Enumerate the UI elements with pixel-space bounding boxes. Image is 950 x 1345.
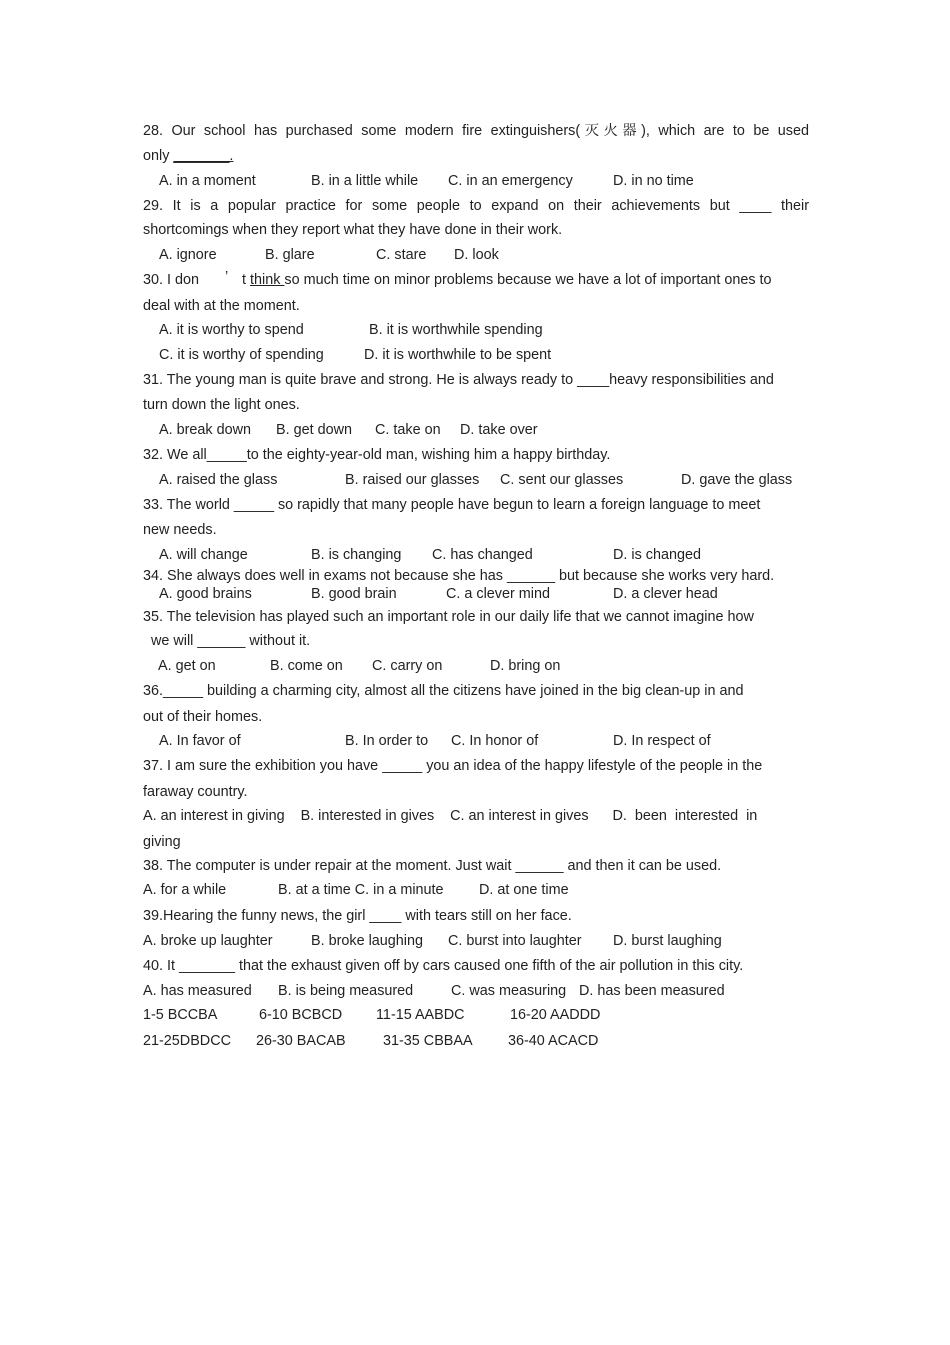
answer-key-1-5: 1-5 BCCBA	[143, 1007, 218, 1023]
answer-key-16-20: 16-20 AADDD	[510, 1007, 601, 1023]
question-36-option-a: A. In favor of	[159, 733, 241, 749]
question-28-option-d: D. in no time	[613, 173, 694, 189]
question-38-option-a: A. for a while	[143, 882, 227, 898]
question-29-option-d: D. look	[454, 247, 499, 263]
question-40-text: 40. It _______ that the exhaust given off by cars caused one fifth of the air pollution in this city.	[143, 958, 744, 974]
question-29-option-a: A. ignore	[159, 247, 217, 263]
question-30-text-cont: deal with at the moment.	[143, 298, 300, 314]
question-28-blank: _______.	[173, 148, 234, 164]
question-37-options-cont: giving	[143, 834, 181, 850]
question-33-option-c: C. has changed	[432, 547, 533, 563]
question-40-option-a: A. has measured	[143, 983, 252, 999]
question-30-option-d: D. it is worthwhile to be spent	[364, 347, 552, 363]
question-37-text: 37. I am sure the exhibition you have _____ you an idea of the happy lifestyle of the people in the	[143, 758, 763, 774]
question-35-option-a: A. get on	[158, 658, 216, 674]
question-30-t: t	[242, 272, 250, 288]
question-30-option-a: A. it is worthy to spend	[159, 322, 304, 338]
answer-key-6-10: 6-10 BCBCD	[259, 1007, 343, 1023]
question-30-text-main	[242, 271, 772, 289]
question-38-option-d: D. at one time	[479, 882, 569, 898]
question-39-text: 39.Hearing the funny news, the girl ____ with tears still on her face.	[143, 908, 572, 924]
question-38-option-b-c: B. at a time C. in a minute	[278, 882, 444, 898]
question-34-option-d: D. a clever head	[613, 586, 718, 602]
question-30-apostrophe: ’	[225, 269, 229, 285]
question-34-option-c: C. a clever mind	[446, 586, 550, 602]
question-35-option-b: B. come on	[270, 658, 343, 674]
answer-key-31-35: 31-35 CBBAA	[383, 1033, 473, 1049]
question-40-option-d: D. has been measured	[579, 983, 725, 999]
question-35-option-d: D. bring on	[490, 658, 561, 674]
question-31-option-b: B. get down	[276, 422, 353, 438]
question-35-text-cont: we will ______ without it.	[151, 633, 311, 649]
question-31-option-c: C. take on	[375, 422, 441, 438]
question-35-option-c: C. carry on	[372, 658, 443, 674]
question-34-option-b: B. good brain	[311, 586, 397, 602]
question-28-option-a: A. in a moment	[159, 173, 256, 189]
question-31-text-cont: turn down the light ones.	[143, 397, 300, 413]
question-30-rest: so much time on minor problems because we have a lot of important ones to	[284, 272, 772, 288]
question-30-think: think	[250, 272, 285, 288]
question-31-option-a: A. break down	[159, 422, 251, 438]
question-33-text: 33. The world _____ so rapidly that many people have begun to learn a foreign language to meet	[143, 497, 761, 513]
question-36-text-cont: out of their homes.	[143, 709, 263, 725]
question-38-text: 38. The computer is under repair at the moment. Just wait ______ and then it can be used.	[143, 858, 722, 874]
question-28-option-b: B. in a little while	[311, 173, 419, 189]
question-40-option-b: B. is being measured	[278, 983, 414, 999]
question-39-option-a: A. broke up laughter	[143, 933, 273, 949]
question-30-option-c: C. it is worthy of spending	[159, 347, 324, 363]
answer-key-36-40: 36-40 ACACD	[508, 1033, 599, 1049]
question-33-text-cont: new needs.	[143, 522, 217, 538]
question-30-text-start: 30. I don	[143, 272, 200, 288]
question-29-option-c: C. stare	[376, 247, 427, 263]
question-32-text: 32. We all_____to the eighty-year-old man, wishing him a happy birthday.	[143, 447, 611, 463]
question-36-option-b: B. In order to	[345, 733, 429, 749]
question-28-option-c: C. in an emergency	[448, 173, 573, 189]
question-40-option-c: C. was measuring	[451, 983, 567, 999]
question-31-option-d: D. take over	[460, 422, 538, 438]
question-32-option-b: B. raised our glasses	[345, 472, 480, 488]
question-34-option-a: A. good brains	[159, 586, 252, 602]
answer-key-26-30: 26-30 BACAB	[256, 1033, 346, 1049]
question-29-option-b: B. glare	[265, 247, 315, 263]
answer-key-11-15: 11-15 AABDC	[376, 1007, 465, 1023]
question-32-option-d: D. gave the glass	[681, 472, 793, 488]
question-29-text: 29. It is a popular practice for some people to expand on their achievements but ____ their	[143, 198, 809, 214]
question-28-text: 28. Our school has purchased some modern fire extinguishers(灭火器), which are to be used	[143, 123, 809, 139]
question-30-option-b: B. it is worthwhile spending	[369, 322, 543, 338]
question-29-text-cont: shortcomings when they report what they have done in their work.	[143, 222, 563, 238]
question-28-text-cont	[143, 147, 809, 165]
question-39-option-c: C. burst into laughter	[448, 933, 582, 949]
question-39-option-b: B. broke laughing	[311, 933, 424, 949]
question-32-option-a: A. raised the glass	[159, 472, 278, 488]
question-36-option-d: D. In respect of	[613, 733, 711, 749]
answer-key-21-25: 21-25DBDCC	[143, 1033, 231, 1049]
question-33-option-d: D. is changed	[613, 547, 701, 563]
question-28-only: only	[143, 148, 174, 164]
question-32-option-c: C. sent our glasses	[500, 472, 624, 488]
question-31-text: 31. The young man is quite brave and strong. He is always ready to ____heavy responsibilities and	[143, 372, 774, 388]
question-34-text: 34. She always does well in exams not because she has ______ but because she works very hard.	[143, 568, 775, 584]
question-37-options: A. an interest in giving B. interested in gives C. an interest in gives D. been interested in	[143, 808, 758, 824]
question-39-option-d: D. burst laughing	[613, 933, 722, 949]
question-36-text: 36._____ building a charming city, almost all the citizens have joined in the big clean-up in and	[143, 683, 744, 699]
question-35-text: 35. The television has played such an important role in our daily life that we cannot imagine how	[143, 609, 754, 625]
question-36-option-c: C. In honor of	[451, 733, 539, 749]
question-33-option-a: A. will change	[159, 547, 248, 563]
question-33-option-b: B. is changing	[311, 547, 402, 563]
question-37-text-cont: faraway country.	[143, 784, 248, 800]
